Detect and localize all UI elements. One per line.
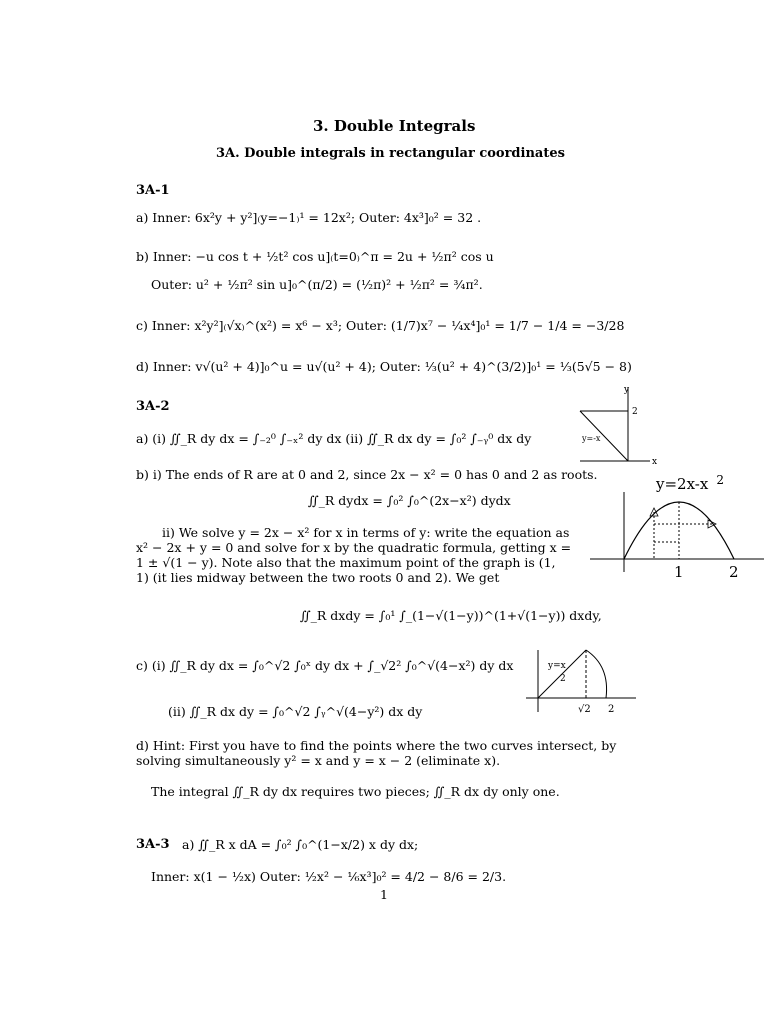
page-title: 3. Double Integrals bbox=[313, 117, 476, 135]
circle-arc bbox=[586, 650, 607, 698]
figure-region-3a2a bbox=[578, 383, 668, 478]
x-label: x bbox=[652, 457, 658, 467]
problem-3a2-b-integral2: ∬_R dxdy = ∫₀¹ ∫_(1−√(1−y))^(1+√(1−y)) dxdy, bbox=[300, 608, 602, 623]
problem-3a2-a: a) (i) ∬_R dy dx = ∫₋₂⁰ ∫₋ₓ² dy dx (ii) ∬_R dx dy = ∫₀² ∫₋ᵧ⁰ dx dy bbox=[136, 431, 532, 446]
problem-3a2-c-i: c) (i) ∬_R dy dx = ∫₀^√2 ∫₀ˣ dy dx + ∫_√2² ∫₀^√(4−x²) dy dx bbox=[136, 658, 514, 673]
problem-label-3a1: 3A-1 bbox=[136, 183, 170, 198]
problem-3a3-a: a) ∬_R x dA = ∫₀² ∫₀^(1−x/2) x dy dx; bbox=[182, 837, 419, 852]
curve-label: y=2x-x $^2$ bbox=[656, 473, 724, 493]
problem-3a1-b-outer: Outer: u² + ½π² sin u]₀^(π/2) = (½π)² + ½π² = ¾π². bbox=[151, 277, 483, 292]
problem-3a1-c: c) Inner: x²y²]₍√x₎^(x²) = x⁶ − x³; Outer: (1/7)x⁷ − ¼x⁴]₀¹ = 1/7 − 1/4 = −3/28 bbox=[136, 318, 625, 333]
section-subtitle: 3A. Double integrals in rectangular coordinates bbox=[216, 146, 565, 161]
problem-3a2-b-ii: ii) We solve y = 2x − x² for x in terms of y: write the equation as x² − 2x + y = 0 and solve for x by the quadratic formula, getting x = 1 ± √(1 − y). Note also that the maximum point of the graph is (1, 1) (it lies midway between the two roots 0 and 2). We get bbox=[136, 525, 572, 585]
tick-2: 2 bbox=[729, 563, 739, 581]
problem-3a2-c-ii: (ii) ∬_R dx dy = ∫₀^√2 ∫ᵧ^√(4−y²) dx dy bbox=[168, 704, 423, 719]
line-label: y=x bbox=[548, 661, 566, 671]
tick-2: 2 bbox=[632, 407, 638, 417]
problem-3a1-b-inner: b) Inner: −u cos t + ½t² cos u]₍t=0₎^π = 2u + ½π² cos u bbox=[136, 249, 494, 264]
radius-label: 2 bbox=[560, 674, 566, 684]
tick-2: 2 bbox=[608, 704, 615, 715]
problem-3a1-a: a) Inner: 6x²y + y²]₍y=−1₎¹ = 12x²; Outer: 4x³]₀² = 32 . bbox=[136, 210, 482, 225]
problem-3a1-d: d) Inner: v√(u² + 4)]₀^u = u√(u² + 4); Outer: ⅓(u² + 4)^(3/2)]₀¹ = ⅓(5√5 − 8) bbox=[136, 359, 632, 374]
problem-label-3a2: 3A-2 bbox=[136, 399, 170, 414]
problem-3a2-d-integral: The integral ∬_R dy dx requires two pieces; ∬_R dx dy only one. bbox=[151, 784, 560, 799]
tick-sqrt2: √2 bbox=[578, 704, 591, 715]
tick-1: 1 bbox=[674, 563, 684, 581]
line-label: y=-x bbox=[582, 434, 601, 443]
problem-3a2-b-integral: ∬_R dydx = ∫₀² ∫₀^(2x−x²) dydx bbox=[308, 493, 511, 508]
problem-3a3-inner-outer: Inner: x(1 − ½x) Outer: ½x² − ⅙x³]₀² = 4/2 − 8/6 = 2/3. bbox=[151, 869, 507, 884]
problem-3a2-d-hint: d) Hint: First you have to find the points where the two curves intersect, by solving simultaneously y² = x and y = x − 2 (eliminate x). bbox=[136, 738, 617, 768]
y-label: y bbox=[624, 385, 630, 395]
figure-parabola-3a2b bbox=[588, 472, 764, 582]
figure-sector-3a2c bbox=[524, 640, 636, 720]
page-number: 1 bbox=[380, 887, 388, 902]
problem-label-3a3: 3A-3 bbox=[136, 837, 170, 852]
problem-3a2-b-i: b) i) The ends of R are at 0 and 2, since 2x − x² = 0 has 0 and 2 as roots. bbox=[136, 467, 598, 482]
